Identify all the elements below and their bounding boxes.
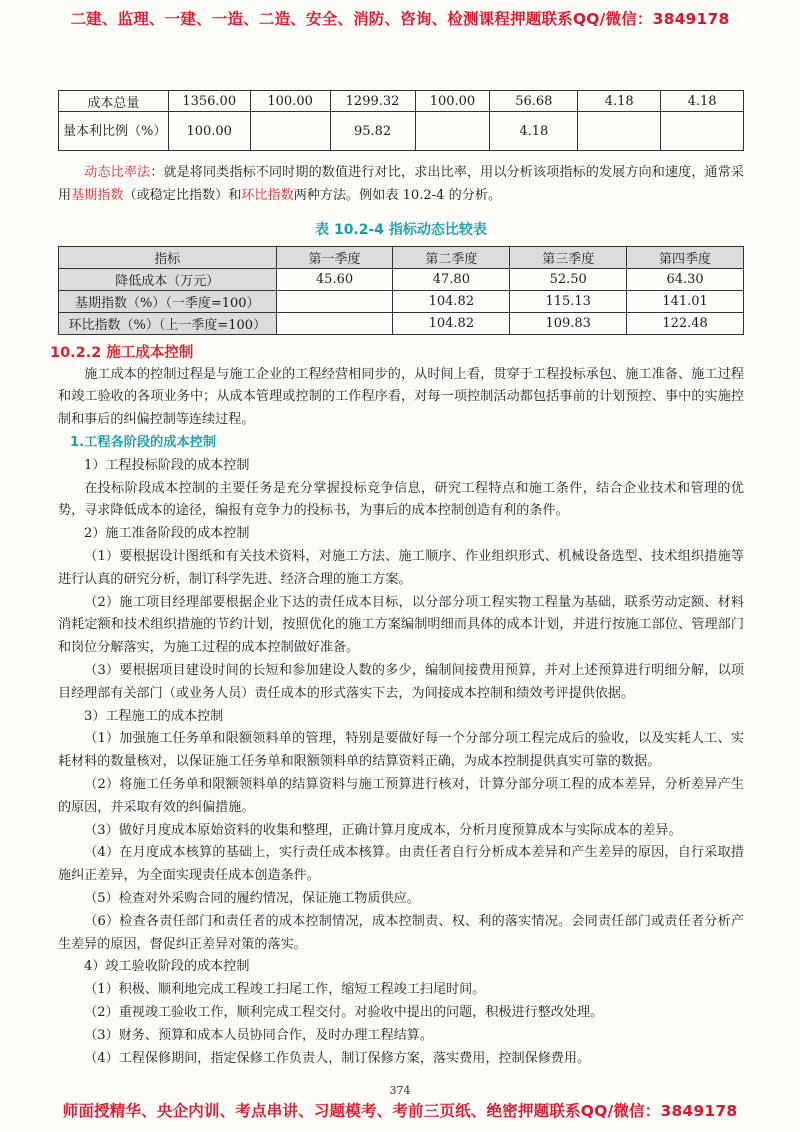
table-cell: 52.50 [510, 268, 627, 290]
body-paragraph: （6）检查各责任部门和责任者的成本控制情况，成本控制责、权、利的落实情况。会同责任部门或责任者分析产生差异的原因，督促纠正差异对策的落实。 [58, 913, 744, 952]
dynamic-ratio-paragraph [58, 162, 744, 208]
table-cell: 122.48 [627, 312, 744, 334]
body-paragraph: （1）加强施工任务单和限额领料单的管理，特别是要做好每一个分部分项工程完成后的验收，以及实耗人工、实耗材料的数量核对，以保证施工任务单和限额领料单的结算资料正确，为成本控制提供真实可靠的数据。 [58, 731, 744, 770]
table-caption: 表 10.2-4 指标动态比较表 [315, 221, 487, 238]
column-header: 第一季度 [276, 246, 393, 268]
table-cell: 109.83 [510, 312, 627, 334]
stage-heading: 3）工程施工的成本控制 [84, 708, 224, 724]
table-cell [276, 290, 393, 312]
table-cell: 64.30 [627, 268, 744, 290]
table-cell: 104.82 [393, 312, 510, 334]
table-cell: 100.00 [415, 91, 490, 112]
table-row [59, 91, 744, 112]
term-chain-index: 环比指数 [241, 187, 294, 203]
term-base-index: 基期指数 [71, 187, 124, 203]
table-cell: 量本利比例（%） [59, 112, 169, 151]
table-header-row [59, 246, 744, 268]
body-paragraph: （3）财务、预算和成本人员协同合作，及时办理工程结算。 [84, 1027, 433, 1043]
body-paragraph: （5）检查对外采购合同的履约情况，保证施工物质供应。 [84, 890, 420, 906]
indicator-dynamic-comparison-table [58, 246, 744, 335]
row-label: 基期指数（%）（一季度=100） [59, 290, 277, 312]
table-cell: 47.80 [393, 268, 510, 290]
table-cell: 1356.00 [168, 91, 250, 112]
table-cell: 141.01 [627, 290, 744, 312]
body-paragraph: （1）积极、顺利地完成工程竣工扫尾工作，缩短工程竣工扫尾时间。 [84, 982, 486, 998]
body-paragraph: （4）工程保修期间，指定保修工作负责人，制订保修方案，落实费用，控制保修费用。 [84, 1050, 591, 1066]
table-cell [578, 112, 661, 151]
table-cell: 成本总量 [59, 91, 169, 112]
top-promo-banner: 二建、监理、一建、一造、二造、安全、消防、咨询、检测课程押题联系QQ/微信：3849178 [70, 10, 730, 28]
column-header: 第四季度 [627, 246, 744, 268]
table-cell: 95.82 [330, 112, 415, 151]
subsection-heading: 1.工程各阶段的成本控制 [70, 434, 217, 450]
table-row [59, 268, 744, 290]
body-paragraph: （1）要根据设计图纸和有关技术资料，对施工方法、施工顺序、作业组织形式、机械设备选型、技术组织措施等进行认真的研究分析，制订科学先进、经济合理的施工方案。 [58, 548, 744, 587]
paragraph-text: （或稳定比指数）和 [123, 187, 242, 203]
row-label: 降低成本（万元） [59, 268, 277, 290]
section-heading: 10.2.2 施工成本控制 [50, 344, 194, 361]
body-paragraph: （3）要根据项目建设时间的长短和参加建设人数的多少，编制间接费用预算，并对上述预算进行明细分解，以项目经理部有关部门（或业务人员）责任成本的形式落实下去，为间接成本控制和绩效考评提供依据。 [58, 662, 744, 701]
table-cell: 100.00 [250, 91, 330, 112]
body-paragraph: （3）做好月度成本原始资料的收集和整理，正确计算月度成本，分析月度预算成本与实际成本的差异。 [84, 822, 682, 838]
bottom-promo-banner: 师面授精华、央企内训、考点串讲、习题模考、考前三页纸、绝密押题联系QQ/微信：3849178 [62, 1102, 738, 1120]
table-cell [276, 312, 393, 334]
body-paragraph: （2）施工项目经理部要根据企业下达的责任成本目标，以分部分项工程实物工程量为基础，联系劳动定额、材料消耗定额和技术组织措施的节约计划，按照优化的施工方案编制明细而具体的成本计划，并进行按施工部位、管理部门和岗位分解落实，为施工过程的成本控制做好准备。 [58, 594, 744, 656]
table-cell: 4.18 [578, 91, 661, 112]
row-label: 环比指数（%）（上一季度=100） [59, 312, 277, 334]
table-cell: 45.60 [276, 268, 393, 290]
column-header: 第二季度 [393, 246, 510, 268]
body-paragraph: （2）重视竣工验收工作，顺利完成工程交付。对验收中提出的问题，积极进行整改处理。 [84, 1004, 604, 1020]
table-cell: 56.68 [490, 91, 578, 112]
page-number: 374 [389, 1084, 411, 1097]
paragraph-text: ：就是将同类指标不同时期的数值进行对比，求出比率，用以分析该项指标的发展方向和速度，通常采用 [58, 165, 745, 203]
table-cell [250, 112, 330, 151]
column-header: 指标 [59, 246, 277, 268]
table-cell: 1299.32 [330, 91, 415, 112]
column-header: 第三季度 [510, 246, 627, 268]
body-paragraph: （4）在月度成本核算的基础上，实行责任成本核算。由责任者自行分析成本差异和产生差异的原因，自行采取措施纠正差异，为全面实现责任成本创造条件。 [58, 845, 744, 884]
page-content [50, 90, 745, 1070]
table-cell: 115.13 [510, 290, 627, 312]
stage-heading: 4）竣工验收阶段的成本控制 [84, 959, 250, 975]
table-cell: 104.82 [393, 290, 510, 312]
table-cell [661, 112, 744, 151]
paragraph-text: 两种方法。例如表 10.2-4 的分析。 [293, 187, 502, 203]
table-cell: 4.18 [490, 112, 578, 151]
stage-heading: 1）工程投标阶段的成本控制 [84, 457, 250, 473]
table-row [59, 112, 744, 151]
body-paragraph: 在投标阶段成本控制的主要任务是充分掌握投标竞争信息，研究工程特点和施工条件，结合企业技术和管理的优势，寻求降低成本的途径，编报有竞争力的投标书，为事后的成本控制创造有利的条件。 [58, 480, 744, 519]
table-cell: 100.00 [168, 112, 250, 151]
table-row [59, 290, 744, 312]
term-dynamic-ratio: 动态比率法 [84, 165, 151, 180]
table-cell: 4.18 [661, 91, 744, 112]
stage-heading: 2）施工准备阶段的成本控制 [84, 526, 250, 542]
cost-volume-profit-table-fragment [58, 90, 744, 151]
table-row [59, 312, 744, 334]
table-cell [415, 112, 490, 151]
intro-paragraph: 施工成本的控制过程是与施工企业的工程经营相同步的，从时间上看，贯穿于工程投标承包、施工准备、施工过程和竣工验收的各项业务中；从成本管理或控制的工作程序看，对每一项控制活动都包括事前的计划预控、事中的实施控制和事后的纠偏控制等连续过程。 [58, 366, 744, 428]
body-paragraph: （2）将施工任务单和限额领料单的结算资料与施工预算进行核对，计算分部分项工程的成本差异，分析差异产生的原因，并采取有效的纠偏措施。 [58, 776, 744, 815]
